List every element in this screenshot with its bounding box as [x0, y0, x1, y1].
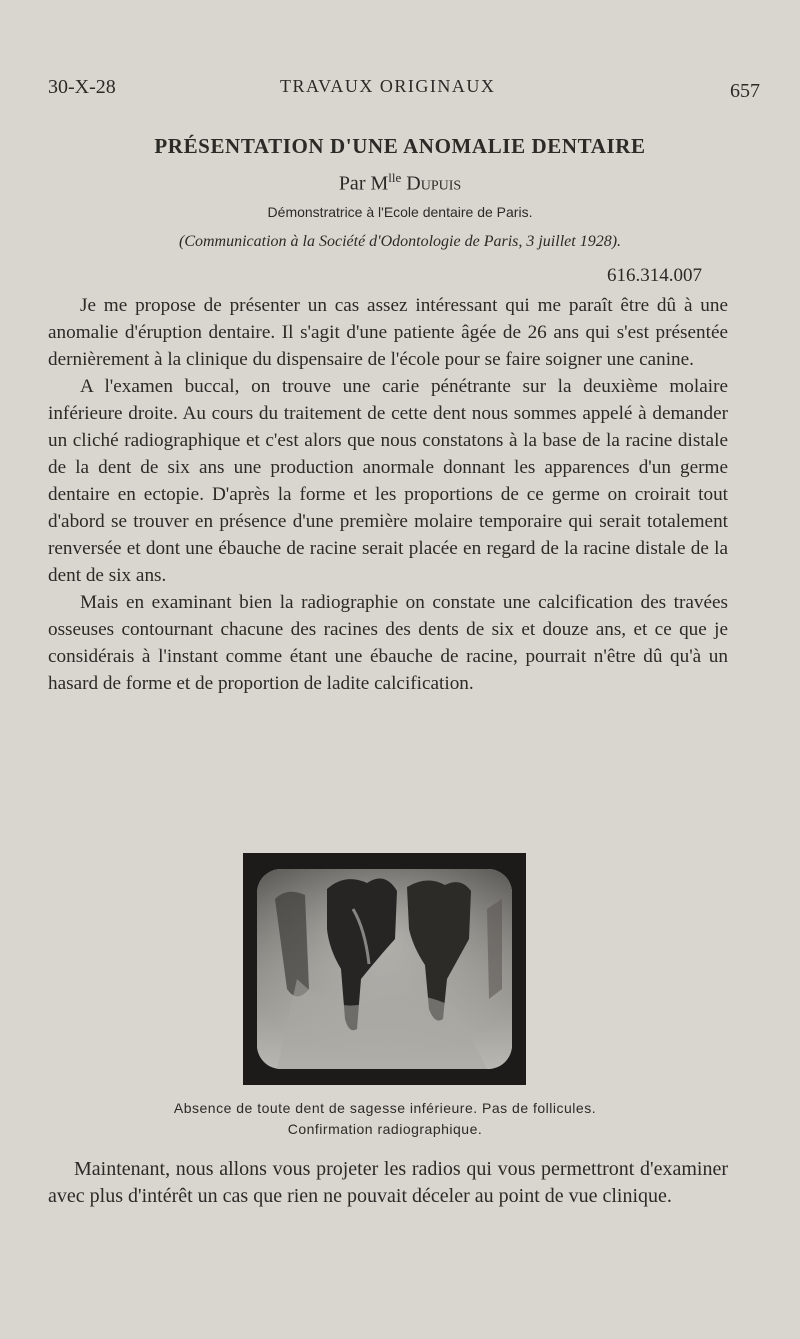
radiograph-image: [257, 869, 512, 1069]
running-header: [48, 76, 760, 106]
radiograph-illustration: [257, 869, 512, 1069]
header-section: TRAVAUX ORIGINAUX: [280, 76, 496, 96]
paragraph: Mais en examinant bien la radiographie on constate une calcification des travées osseuses contournant chacune des racines des dents de six et douze ans, et ce que je considérais à l'instant comme étant une ébauche de racine, pourrait n'être dû qu'à un hasard de forme et de proportion de ladite calcification.: [48, 592, 728, 694]
paragraph: Maintenant, nous allons vous projeter les radios qui vous permettront d'examiner avec plus d'intérêt un cas que rien ne pouvait déceler au point de vue clinique.: [48, 1158, 728, 1207]
article-title: PRÉSENTATION D'UNE ANOMALIE DENTAIRE: [154, 134, 646, 158]
author-name: Dupuis: [406, 172, 462, 195]
radiograph-figure: [243, 853, 526, 1085]
page-number: 657: [730, 80, 760, 102]
closing-paragraph: [48, 1156, 728, 1210]
author-line: [0, 170, 800, 196]
author-title-sup: lle: [388, 170, 402, 185]
paragraph: Je me propose de présenter un cas assez intéressant qui me paraît être dû à une anomalie d'éruption dentaire. Il s'agit d'une patiente âgée de 26 ans qui s'est présentée dernièrement à la clinique du dispensaire de l'école pour se faire soigner une canine.: [48, 295, 728, 370]
classification-number: 616.314.007: [607, 265, 702, 286]
header-date: 30-X-28: [48, 76, 116, 98]
paragraph: A l'examen buccal, on trouve une carie pénétrante sur la deuxième molaire inférieure droite. Au cours du traitement de cette dent nous sommes appelé à demander un cliché radiographique et c'est alors que nous constatons à la base de la racine distale de la dent de six ans une production anormale donnant les apparences d'un germe dentaire en ectopie. D'après la forme et les proportions de ce germe on croirait tout d'abord se trouver en présence d'une première molaire temporaire qui serait totalement renversée et dont une ébauche de racine serait placée en regard de la racine distale de la dent de six ans.: [48, 376, 728, 586]
article-body: [48, 292, 728, 697]
communication-note: (Communication à la Société d'Odontologie de Paris, 3 juillet 1928).: [178, 233, 622, 250]
figure-caption: [0, 1098, 770, 1140]
author-prefix: Par M: [338, 172, 389, 195]
caption-line-2: Confirmation radiographique.: [287, 1121, 483, 1137]
caption-line-1: Absence de toute dent de sagesse inférieure. Pas de follicules.: [173, 1100, 597, 1116]
author-affiliation: Démonstratrice à l'Ecole dentaire de Paris.: [267, 204, 533, 220]
